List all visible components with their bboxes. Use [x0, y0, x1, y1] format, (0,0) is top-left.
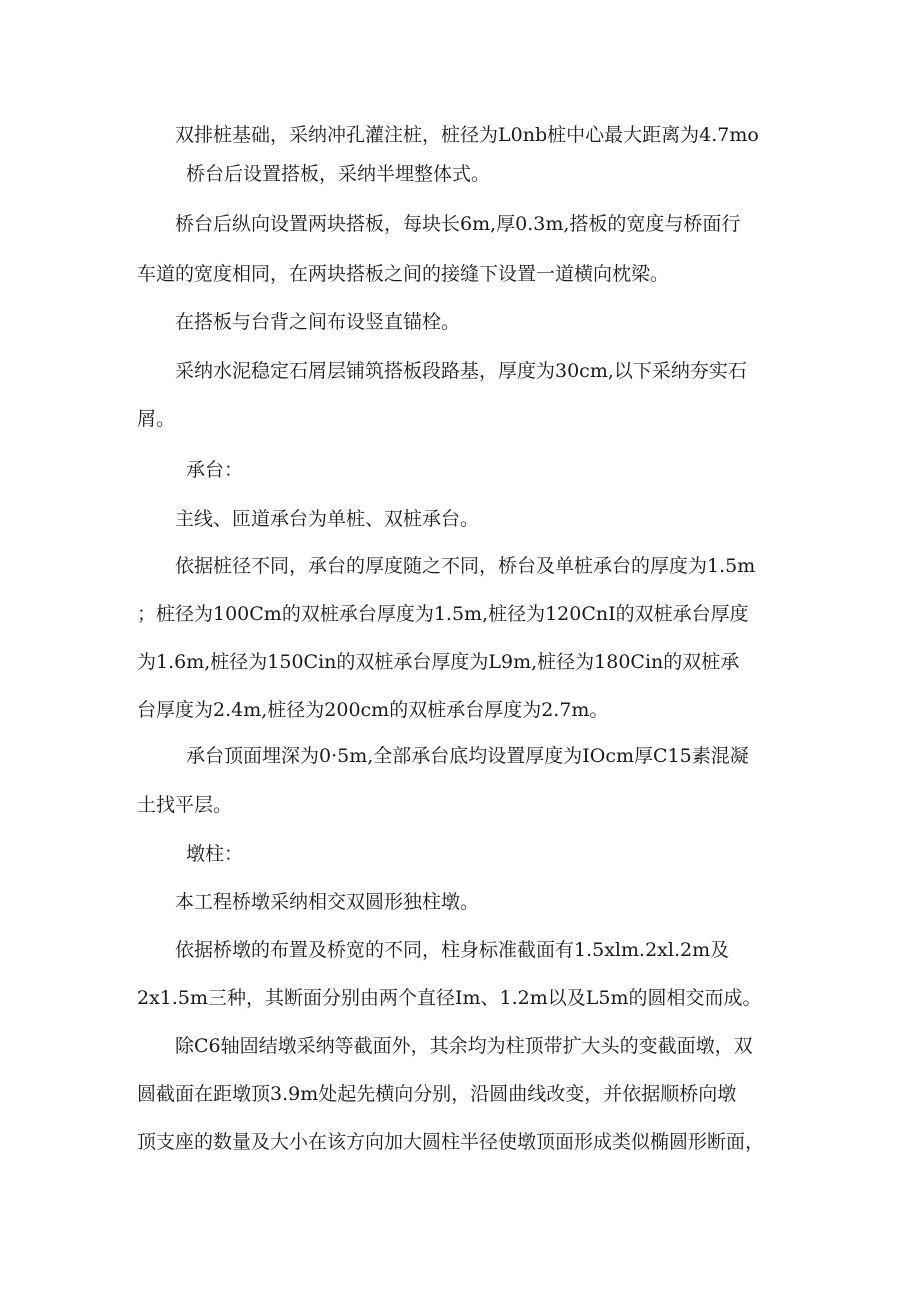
- text-line: 圆截面在距墩顶3.9m处起先横向分别，沿圆曲线改变，并依据顺桥向墩: [137, 1083, 737, 1105]
- text-line: 采纳水泥稳定石屑层铺筑搭板段路基，厚度为30cm,以下采纳夯实石: [175, 360, 747, 382]
- text-line: 顶支座的数量及大小在该方向加大圆柱半径使墩顶面形成类似椭圆形断面，: [137, 1131, 765, 1153]
- text-line: 为1.6m,桩径为150Cin的双桩承台厚度为L9m,桩径为180Cin的双桩承: [137, 651, 740, 673]
- text-line: 承台顶面埋深为0·5m,全部承台底均设置厚度为IOcm厚C15素混凝: [186, 745, 749, 767]
- text-line: ；桩径为100Cm的双桩承台厚度为1.5m,桩径为120CnI的双桩承台厚度: [137, 603, 749, 625]
- text-line: 主线、匝道承台为单桩、双桩承台。: [175, 508, 480, 530]
- text-line: 车道的宽度相同，在两块搭板之间的接缝下设置一道横向枕梁。: [137, 263, 670, 285]
- text-line: 桥台后设置搭板，采纳半埋整体式。: [186, 163, 491, 185]
- text-line: 桥台后纵向设置两块搭板，每块长6m,厚0.3m,搭板的宽度与桥面行: [175, 213, 741, 235]
- section-heading: 墩柱：: [186, 843, 244, 865]
- text-line: 本工程桥墩采纳相交双圆形独柱墩。: [175, 891, 480, 913]
- section-heading: 承台：: [186, 459, 244, 481]
- text-line: 台厚度为2.4m,桩径为200cm的双桩承台厚度为2.7m。: [137, 699, 609, 721]
- text-line: 在搭板与台背之间布设竖直锚栓。: [175, 311, 461, 333]
- text-line: 除C6轴固结墩采纳等截面外，其余均为柱顶带扩大头的变截面墩，双: [175, 1035, 753, 1057]
- text-line: 2x1.5m三种，其断面分别由两个直径Im、1.2m以及L5m的圆相交而成。: [137, 987, 762, 1009]
- text-line: 屑。: [137, 408, 176, 430]
- text-line: 依据桩径不同，承台的厚度随之不同，桥台及单桩承台的厚度为1.5m: [175, 555, 756, 577]
- text-line: 双排桩基础，采纳冲孔灌注桩，桩径为L0nb桩中心最大距离为4.7mo: [175, 124, 759, 146]
- text-line: 土找平层。: [137, 794, 233, 816]
- text-line: 依据桥墩的布置及桥宽的不同，柱身标准截面有1.5xlm.2xl.2m及: [175, 939, 730, 961]
